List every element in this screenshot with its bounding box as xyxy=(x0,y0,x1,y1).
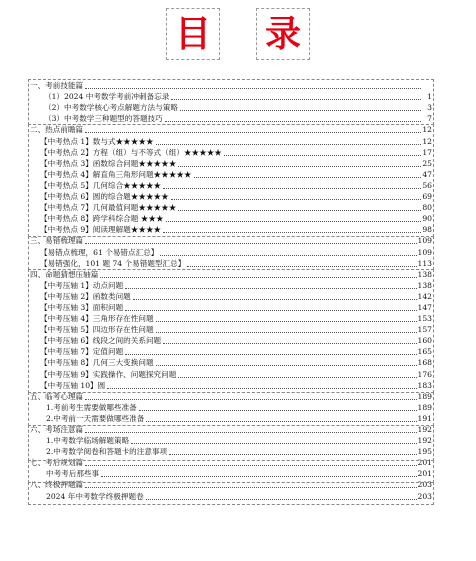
toc-entry[interactable] xyxy=(30,135,432,146)
toc-entry-page: 80 xyxy=(422,203,432,213)
toc-entry[interactable] xyxy=(30,258,432,269)
toc-entry-page: 203 xyxy=(417,480,432,490)
toc-entry-title: 【中考热点 1】数与式★★★★★ xyxy=(40,136,154,146)
toc-leader-dots xyxy=(187,259,416,267)
toc-entry-page: 153 xyxy=(417,314,432,324)
toc-leader-dots xyxy=(85,480,416,488)
toc-leader-dots xyxy=(156,325,417,333)
toc-entry[interactable] xyxy=(30,490,432,501)
toc-entry-title: 二、热点前瞻篇 xyxy=(30,125,84,135)
toc-entry[interactable] xyxy=(30,446,432,457)
toc-entry-page: 176 xyxy=(417,369,432,379)
toc-leader-dots xyxy=(85,81,421,89)
toc-entry-page: 138 xyxy=(417,269,432,279)
toc-leader-dots xyxy=(125,347,416,355)
toc-entry-title: 2.中考前一天需要做哪些准备 xyxy=(46,413,145,423)
toc-entry[interactable] xyxy=(30,479,432,490)
toc-entry-title: 1.考前考生需要做哪些准备 xyxy=(46,402,137,412)
toc-entry-title: 【中考压轴 5】四边形存在性问题 xyxy=(40,325,154,335)
toc-entry-title: 【中考热点 6】圆的综合题★★★★★ xyxy=(40,192,169,202)
toc-entry-page: 98 xyxy=(422,225,432,235)
toc-entry[interactable] xyxy=(30,180,432,191)
toc-entry-page: 183 xyxy=(417,380,432,390)
toc-entry[interactable] xyxy=(30,147,432,158)
toc-entry[interactable] xyxy=(30,213,432,224)
toc-leader-dots xyxy=(146,492,417,500)
toc-entry-title: 【中考热点 5】几何综合★★★★★ xyxy=(40,180,162,190)
toc-leader-dots xyxy=(100,270,416,278)
toc-entry-page: 3 xyxy=(422,102,432,113)
toc-entry[interactable] xyxy=(30,391,432,402)
toc-entry[interactable] xyxy=(30,368,432,379)
toc-entry[interactable] xyxy=(30,269,432,280)
toc-entry-page: 147 xyxy=(417,302,432,312)
toc-entry[interactable] xyxy=(30,191,432,202)
toc-entry[interactable] xyxy=(30,202,432,213)
toc-entry-page: 1 xyxy=(422,91,432,102)
toc-leader-dots xyxy=(85,425,416,433)
toc-leader-dots xyxy=(131,436,416,444)
toc-leader-dots xyxy=(178,370,416,378)
toc-entry[interactable] xyxy=(30,91,432,102)
toc-entry[interactable] xyxy=(30,335,432,346)
toc-leader-dots xyxy=(85,458,416,466)
toc-entry-page: 168 xyxy=(417,358,432,368)
toc-entry-page: 17 xyxy=(422,147,432,157)
toc-leader-dots xyxy=(156,137,421,145)
toc-leader-dots xyxy=(169,447,416,455)
toc-entry-title: 【中考压轴 2】函数类问题 xyxy=(40,291,131,301)
toc-entry[interactable] xyxy=(30,424,432,435)
toc-entry[interactable] xyxy=(30,357,432,368)
toc-entry-page: 142 xyxy=(417,291,432,301)
toc-entry[interactable] xyxy=(30,435,432,446)
toc-leader-dots xyxy=(163,181,421,189)
toc-entry[interactable] xyxy=(30,380,432,391)
toc-leader-dots xyxy=(107,381,416,389)
toc-entry-title: 【中考压轴 10】圆 xyxy=(40,380,106,390)
toc-entry-title: 【易错强化，101 题 74 个易错题型汇总】 xyxy=(40,258,186,268)
toc-entry-title: 【中考热点 4】解直角三角形问题★★★★★ xyxy=(40,169,192,179)
toc-entry[interactable] xyxy=(30,224,432,235)
toc-entry-title: 【中考压轴 1】动点问题 xyxy=(40,280,124,290)
toc-leader-dots xyxy=(85,125,421,133)
toc-leader-dots xyxy=(194,170,421,178)
toc-entry[interactable] xyxy=(30,402,432,413)
toc-entry-page: 69 xyxy=(422,192,432,202)
toc-entry-title: （1）2024 中考数学考前冲刺备忘录 xyxy=(44,92,170,102)
toc-entry[interactable] xyxy=(30,113,432,124)
toc-entry[interactable] xyxy=(30,413,432,424)
toc-entry-title: 【中考热点 2】方程（组）与不等式（组）★★★★★ xyxy=(40,147,222,157)
toc-entry-title: 【中考压轴 4】三角形存在性问题 xyxy=(40,314,154,324)
toc-entry[interactable] xyxy=(30,158,432,169)
toc-entry-title: 2.中考数学阅卷和答题卡的注意事项 xyxy=(46,447,168,457)
toc-entry[interactable] xyxy=(30,457,432,468)
toc-entry-page: 109 xyxy=(417,247,432,257)
toc-entry-title: 【中考热点 7】几何最值问题★★★★★ xyxy=(40,203,177,213)
toc-leader-dots xyxy=(160,248,416,256)
toc-entry-page: 192 xyxy=(417,436,432,446)
toc-entry-title: （2）中考数学核心考点解题方法与策略 xyxy=(44,103,178,113)
title-char-lu: 录 xyxy=(256,8,310,60)
toc-entry-page: 7 xyxy=(422,113,432,124)
toc-leader-dots xyxy=(125,281,416,289)
toc-leader-dots xyxy=(171,192,421,200)
toc-entry[interactable] xyxy=(30,124,432,135)
toc-leader-dots xyxy=(171,92,421,100)
toc-entry-page: 192 xyxy=(417,425,432,434)
toc-entry-page: 165 xyxy=(417,347,432,357)
toc-entry-page: 113 xyxy=(417,258,432,268)
toc-leader-dots xyxy=(166,214,421,222)
toc-entry-title: 【中考热点 3】函数综合问题★★★★★ xyxy=(40,158,177,168)
toc-entry[interactable] xyxy=(30,235,432,246)
toc-leader-dots xyxy=(139,403,417,411)
toc-leader-dots xyxy=(180,103,421,111)
toc-leader-dots xyxy=(85,236,416,244)
toc-entry-title: 2024 年中考数学终极押题卷 xyxy=(46,491,144,501)
toc-leader-dots xyxy=(101,469,416,477)
toc-entry[interactable] xyxy=(30,313,432,324)
toc-entry-page: 201 xyxy=(417,469,432,479)
toc-leader-dots xyxy=(165,114,421,122)
title-char-mu: 目 xyxy=(166,8,220,60)
toc-entry[interactable] xyxy=(30,324,432,335)
toc-entry-page: 201 xyxy=(417,458,432,468)
toc-entry[interactable] xyxy=(30,291,432,302)
toc-entry-page: 12 xyxy=(422,125,432,135)
toc-entry[interactable] xyxy=(30,280,432,291)
toc-entry-page: 25 xyxy=(422,158,432,168)
toc-entry-title: 七、考后规划篇 xyxy=(30,458,84,468)
toc-entry-title: 【中考压轴 6】线段之间的关系问题 xyxy=(40,336,162,346)
toc-leader-dots xyxy=(156,314,417,322)
toc-leader-dots xyxy=(125,303,416,311)
toc-leader-dots xyxy=(146,414,416,422)
toc-entry-title: 【中考压轴 7】定值问题 xyxy=(40,347,124,357)
toc-entry[interactable] xyxy=(30,468,432,479)
toc-entry-page: 203 xyxy=(417,491,432,501)
toc-leader-dots xyxy=(178,203,421,211)
toc-entry[interactable] xyxy=(30,302,432,313)
page-title xyxy=(0,8,476,60)
toc-entry[interactable] xyxy=(30,80,432,91)
toc-entry-page: 138 xyxy=(417,280,432,290)
toc-entry-title: 一、考前技能篇 xyxy=(30,81,84,91)
toc-leader-dots xyxy=(178,159,421,167)
toc-entry-page: 189 xyxy=(417,391,432,401)
toc-entry-title: 【易错点梳理，61 个易错点汇总】 xyxy=(40,247,159,257)
toc-entry[interactable] xyxy=(30,169,432,180)
toc-entry-title: 【中考热点 9】阅读理解题★★★★ xyxy=(40,225,162,235)
toc-entry-title: 八、终极押题篇 xyxy=(30,480,84,490)
toc-leader-dots xyxy=(85,392,416,400)
toc-entry-page: 47 xyxy=(422,169,432,179)
toc-entry[interactable] xyxy=(30,346,432,357)
toc-entry-page: 109 xyxy=(417,236,432,246)
toc-entry-page: 12 xyxy=(422,136,432,146)
toc-entry[interactable] xyxy=(30,102,432,113)
toc-entry-page: 157 xyxy=(417,325,432,335)
toc-entry-page: 191 xyxy=(417,413,432,423)
toc-entry-title: 三、易错梳理篇 xyxy=(30,236,84,246)
toc-entry-title: 六、考场注意篇 xyxy=(30,425,84,434)
toc-entry[interactable] xyxy=(30,246,432,257)
toc-leader-dots xyxy=(163,336,416,344)
toc-entry-title: 五、临考心理篇 xyxy=(30,391,84,401)
toc-entry-title: 【中考压轴 9】实践操作、问题探究问题 xyxy=(40,369,177,379)
toc-leader-dots xyxy=(133,292,417,300)
toc-entry-title: 【中考压轴 3】面积问题 xyxy=(40,302,124,312)
toc-entry-page: 195 xyxy=(417,447,432,457)
toc-entry-title: 【中考热点 8】跨学科综合题 ★★★ xyxy=(40,214,164,224)
toc-leader-dots xyxy=(163,225,421,233)
toc-entry-title: 1.中考数学临场解题策略 xyxy=(46,436,130,446)
toc-entry-page: 90 xyxy=(422,214,432,224)
toc-leader-dots xyxy=(156,358,417,366)
toc-entry-title: 中考考后那些事 xyxy=(46,469,100,479)
toc-entry-title: 四、命题猜想压轴篇 xyxy=(30,269,99,279)
toc-entry-page: 189 xyxy=(417,402,432,412)
toc-entry-title: （3）中考数学三种题型的答题技巧 xyxy=(44,114,163,124)
toc-entry-page: 160 xyxy=(417,336,432,346)
toc-entry-title: 【中考压轴 8】几何三大变换问题 xyxy=(40,358,154,368)
table-of-contents xyxy=(30,80,432,502)
toc-entry-page: 56 xyxy=(422,180,432,190)
toc-leader-dots xyxy=(224,148,421,156)
